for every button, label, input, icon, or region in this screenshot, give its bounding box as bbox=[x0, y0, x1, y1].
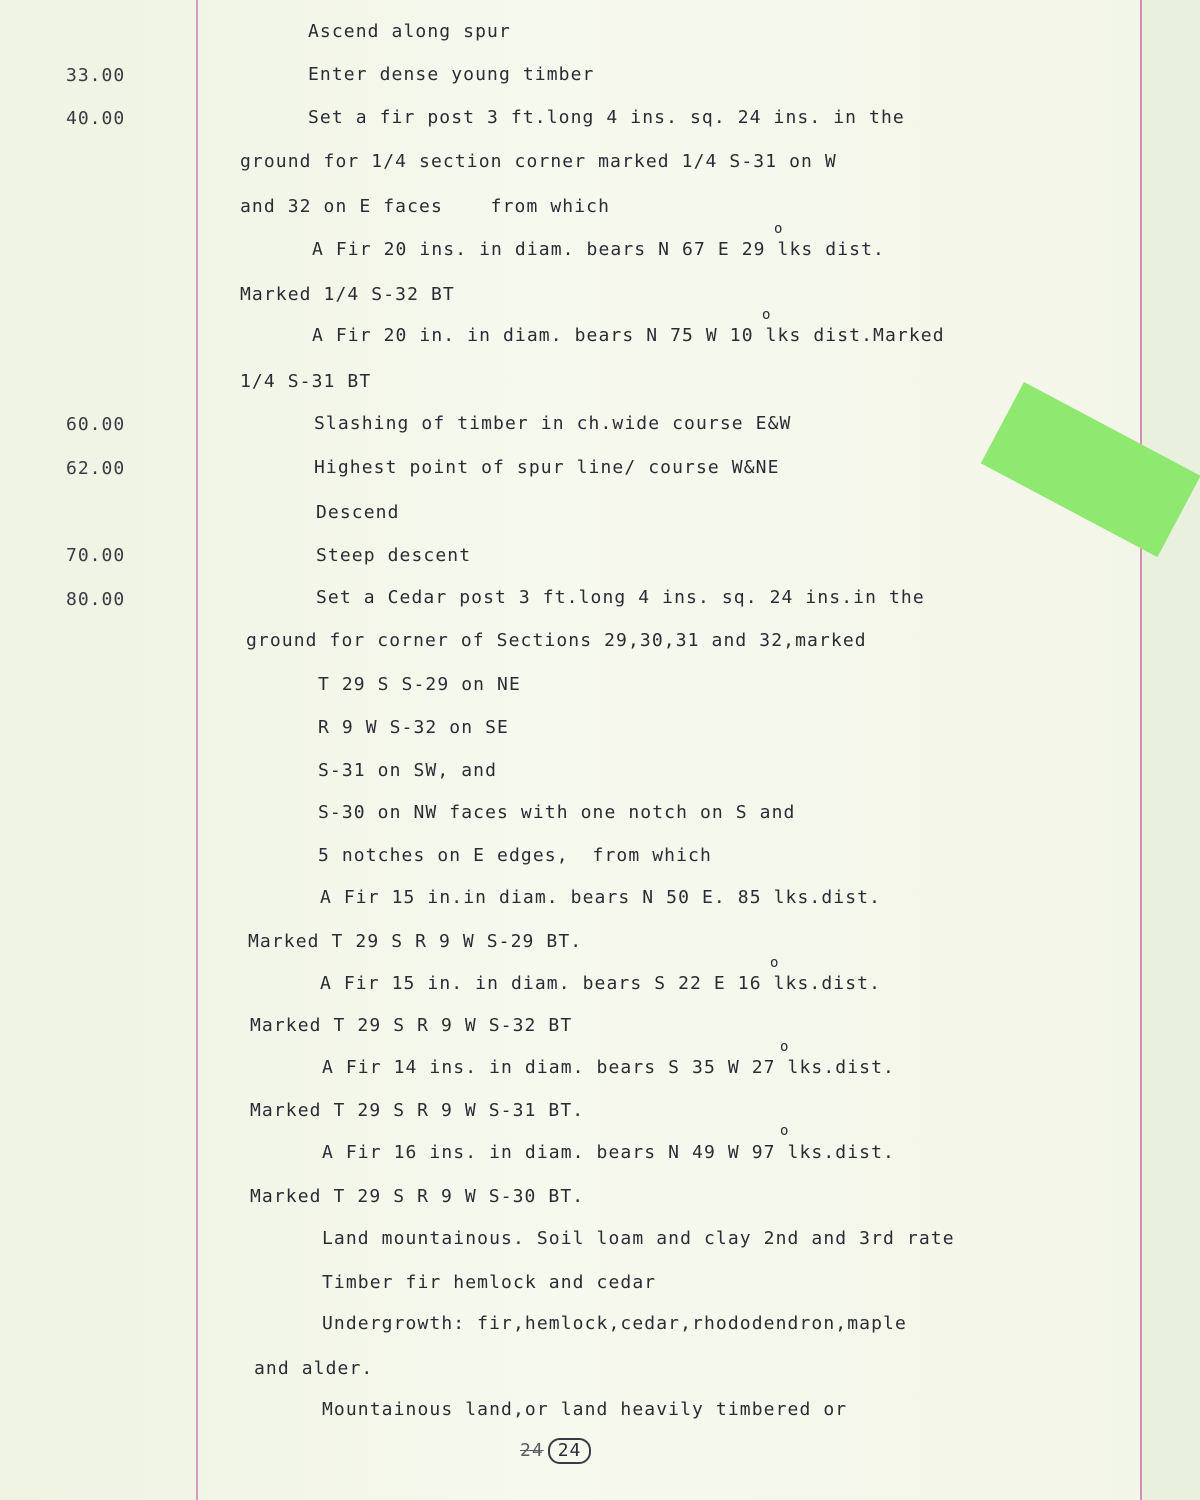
text-line: Marked T 29 S R 9 W S-29 BT. bbox=[248, 931, 583, 952]
station-number: 80.00 bbox=[66, 589, 126, 610]
text-line: ground for corner of Sections 29,30,31 and 32,marked bbox=[246, 630, 867, 651]
text-line: Timber fir hemlock and cedar bbox=[322, 1272, 657, 1293]
text-line: and alder. bbox=[254, 1358, 374, 1379]
left-margin-rule bbox=[196, 0, 198, 1500]
degree-mark: o bbox=[774, 221, 783, 237]
page-number bbox=[520, 1438, 591, 1464]
current-page-number: 24 bbox=[548, 1438, 592, 1464]
text-line: A Fir 14 ins. in diam. bears S 35 W 27 lks.dist. bbox=[322, 1057, 895, 1078]
right-margin-rule bbox=[1140, 0, 1142, 1500]
text-line: T 29 S S-29 on NE bbox=[318, 674, 521, 695]
text-line: 1/4 S-31 BT bbox=[240, 371, 372, 392]
text-line: A Fir 16 ins. in diam. bears N 49 W 97 lks.dist. bbox=[322, 1142, 895, 1163]
right-margin-strip bbox=[1142, 0, 1200, 1500]
text-line: A Fir 20 ins. in diam. bears N 67 E 29 lks dist. bbox=[312, 239, 885, 260]
text-line: Land mountainous. Soil loam and clay 2nd and 3rd rate bbox=[322, 1228, 955, 1249]
text-line: Marked T 29 S R 9 W S-30 BT. bbox=[250, 1186, 585, 1207]
text-line: R 9 W S-32 on SE bbox=[318, 717, 509, 738]
text-line: Mountainous land,or land heavily timbered or bbox=[322, 1399, 848, 1420]
text-line: Steep descent bbox=[316, 545, 472, 566]
text-line: Set a fir post 3 ft.long 4 ins. sq. 24 ins. in the bbox=[308, 107, 905, 128]
text-line: Descend bbox=[316, 502, 400, 523]
text-line: Marked T 29 S R 9 W S-32 BT bbox=[250, 1015, 573, 1036]
struck-page-number: 24 bbox=[520, 1440, 544, 1461]
text-line: Set a Cedar post 3 ft.long 4 ins. sq. 24 ins.in the bbox=[316, 587, 925, 608]
text-line: and 32 on E faces from which bbox=[240, 196, 611, 217]
text-line: A Fir 15 in.in diam. bears N 50 E. 85 lks.dist. bbox=[320, 887, 882, 908]
degree-mark: o bbox=[762, 307, 771, 323]
text-line: A Fir 15 in. in diam. bears S 22 E 16 lks.dist. bbox=[320, 973, 882, 994]
text-line: Highest point of spur line/ course W&NE bbox=[314, 457, 780, 478]
text-line: Slashing of timber in ch.wide course E&W bbox=[314, 413, 792, 434]
text-line: Ascend along spur bbox=[308, 21, 511, 42]
text-line: Enter dense young timber bbox=[308, 64, 595, 85]
text-line: 5 notches on E edges, from which bbox=[318, 845, 712, 866]
degree-mark: o bbox=[780, 1123, 789, 1139]
station-number: 33.00 bbox=[66, 65, 126, 86]
station-number: 40.00 bbox=[66, 108, 126, 129]
station-number: 70.00 bbox=[66, 545, 126, 566]
text-line: S-30 on NW faces with one notch on S and bbox=[318, 802, 796, 823]
text-line: S-31 on SW, and bbox=[318, 760, 498, 781]
text-line: Marked T 29 S R 9 W S-31 BT. bbox=[250, 1100, 585, 1121]
text-line: Undergrowth: fir,hemlock,cedar,rhododendron,maple bbox=[322, 1313, 907, 1334]
station-number: 62.00 bbox=[66, 458, 126, 479]
text-line: Marked 1/4 S-32 BT bbox=[240, 284, 455, 305]
degree-mark: o bbox=[770, 955, 779, 971]
text-line: ground for 1/4 section corner marked 1/4 S-31 on W bbox=[240, 151, 837, 172]
degree-mark: o bbox=[780, 1039, 789, 1055]
text-line: A Fir 20 in. in diam. bears N 75 W 10 lks dist.Marked bbox=[312, 325, 945, 346]
station-number: 60.00 bbox=[66, 414, 126, 435]
